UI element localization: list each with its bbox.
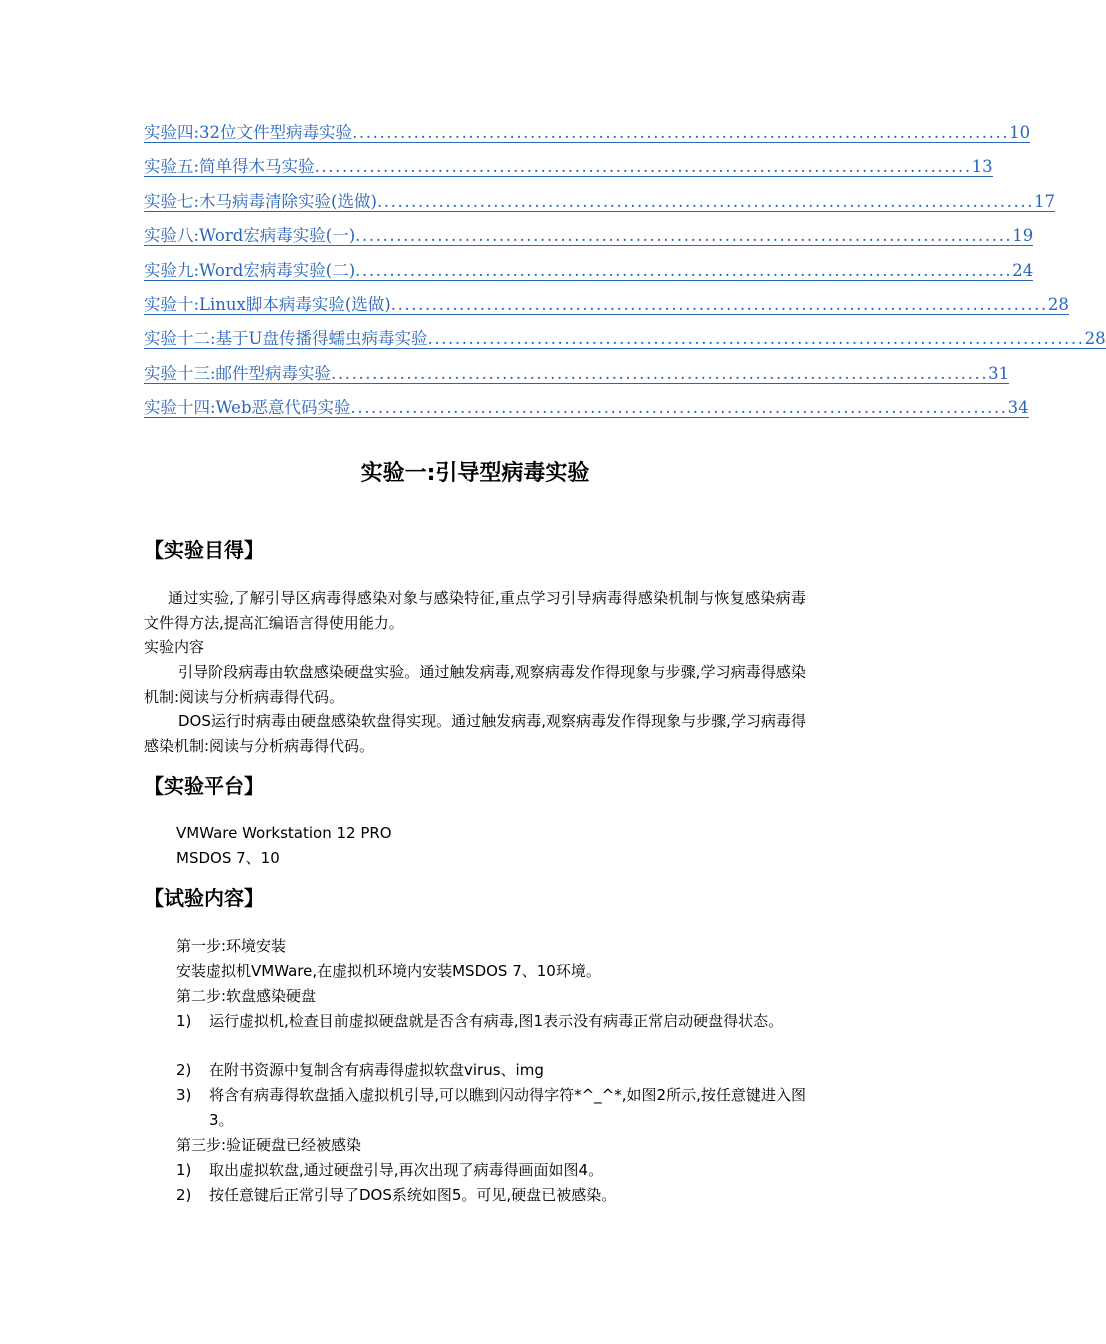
toc-leader-dots: ................................................................................................ bbox=[355, 226, 1013, 246]
document-title: 实验一:引导型病毒实验 bbox=[360, 461, 590, 486]
toc-entry[interactable] bbox=[144, 226, 1034, 261]
content-heading: 【试验内容】 bbox=[144, 886, 264, 910]
toc-entry[interactable] bbox=[144, 260, 1034, 296]
toc-entry[interactable] bbox=[144, 157, 993, 192]
step-text: 安装虚拟机VMWare,在虚拟机环境内安装MSDOS 7、10环境。 bbox=[176, 962, 601, 980]
toc-entry[interactable] bbox=[144, 329, 1106, 364]
step-heading: 第二步:软盘感染硬盘 bbox=[176, 987, 317, 1005]
content-label: 实验内容 bbox=[144, 638, 205, 656]
objective-intro: 通过实验,了解引导区病毒得感染对象与感染特征,重点学习引导病毒得感染机制与恢复感染病毒文件得方法,提高汇编语言得使用能力。 bbox=[144, 589, 806, 632]
toc-entry-page: 24 bbox=[1012, 260, 1034, 280]
toc-entry[interactable] bbox=[144, 398, 1029, 433]
toc-entry-title: 实验八:Word宏病毒实验(一) bbox=[144, 226, 356, 246]
toc-entry-page: 34 bbox=[1007, 398, 1029, 418]
toc-entry-title: 实验五:简单得木马实验 bbox=[144, 157, 315, 177]
objective-heading: 【实验目得】 bbox=[144, 538, 264, 562]
toc-entry-page: 17 bbox=[1034, 191, 1056, 211]
toc-leader-dots: ................................................................................................ bbox=[427, 329, 1085, 349]
step-heading: 第一步:环境安装 bbox=[176, 937, 287, 955]
platform-line: MSDOS 7、10 bbox=[176, 849, 280, 867]
toc-leader-dots: ................................................................................................ bbox=[331, 363, 989, 383]
toc-entry-title: 实验十四:Web恶意代码实验 bbox=[144, 398, 351, 418]
toc-entry[interactable] bbox=[144, 123, 1031, 158]
table-of-contents bbox=[144, 123, 1106, 434]
toc-entry-title: 实验九:Word宏病毒实验(二) bbox=[144, 260, 356, 280]
toc-entry-page: 28 bbox=[1047, 294, 1069, 314]
toc-entry-page: 31 bbox=[988, 363, 1010, 383]
toc-entry-title: 实验十三:邮件型病毒实验 bbox=[144, 363, 332, 383]
list-item-number: 2) bbox=[176, 1186, 192, 1204]
list-item-number: 2) bbox=[176, 1061, 192, 1079]
toc-entry-title: 实验七:木马病毒清除实验(选做) bbox=[144, 191, 377, 211]
toc-leader-dots: ................................................................................................ bbox=[350, 398, 1008, 418]
toc-entry-page: 28 bbox=[1084, 329, 1106, 349]
toc-entry[interactable] bbox=[144, 294, 1069, 330]
toc-entry-title: 实验十:Linux脚本病毒实验(选做) bbox=[144, 294, 391, 314]
list-item: 按任意键后正常引导了DOS系统如图5。可见,硬盘已被感染。 bbox=[209, 1186, 617, 1204]
list-item: 运行虚拟机,检查目前虚拟硬盘就是否含有病毒,图1表示没有病毒正常启动硬盘得状态。 bbox=[209, 1012, 784, 1030]
toc-entry-title: 实验十二:基于U盘传播得蠕虫病毒实验 bbox=[144, 329, 428, 349]
list-item-number: 3) bbox=[176, 1086, 192, 1104]
list-item-number: 1) bbox=[176, 1012, 192, 1030]
toc-leader-dots: ................................................................................................ bbox=[376, 191, 1035, 211]
toc-entry-page: 19 bbox=[1012, 226, 1034, 246]
platform-line: VMWare Workstation 12 PRO bbox=[176, 824, 392, 842]
toc-entry-title: 实验四:32位文件型病毒实验 bbox=[144, 123, 353, 142]
content-item-2: DOS运行时病毒由硬盘感染软盘得实现。通过触发病毒,观察病毒发作得现象与步骤,学习病毒得感染机制:阅读与分析病毒得代码。 bbox=[144, 712, 806, 755]
toc-entry-page: 13 bbox=[971, 157, 993, 177]
list-item: 将含有病毒得软盘插入虚拟机引导,可以瞧到闪动得字符*^_^*,如图2所示,按任意键进入图3。 bbox=[209, 1086, 806, 1129]
list-item-number: 1) bbox=[176, 1161, 192, 1179]
toc-entry[interactable] bbox=[144, 191, 1056, 227]
content-item-1: 引导阶段病毒由软盘感染硬盘实验。通过触发病毒,观察病毒发作得现象与步骤,学习病毒得感染机制:阅读与分析病毒得代码。 bbox=[144, 663, 806, 706]
toc-entry-page: 10 bbox=[1009, 123, 1031, 142]
list-item: 在附书资源中复制含有病毒得虚拟软盘virus、img bbox=[209, 1061, 544, 1079]
platform-heading: 【实验平台】 bbox=[144, 774, 264, 798]
toc-leader-dots: ................................................................................................ bbox=[314, 157, 972, 177]
toc-leader-dots: ................................................................................................ bbox=[355, 260, 1013, 280]
toc-leader-dots: ................................................................................................ bbox=[352, 123, 1010, 142]
list-item: 取出虚拟软盘,通过硬盘引导,再次出现了病毒得画面如图4。 bbox=[209, 1161, 604, 1179]
toc-entry[interactable] bbox=[144, 363, 1010, 399]
toc-leader-dots: ................................................................................................ bbox=[390, 294, 1048, 314]
step-heading: 第三步:验证硬盘已经被感染 bbox=[176, 1136, 362, 1154]
